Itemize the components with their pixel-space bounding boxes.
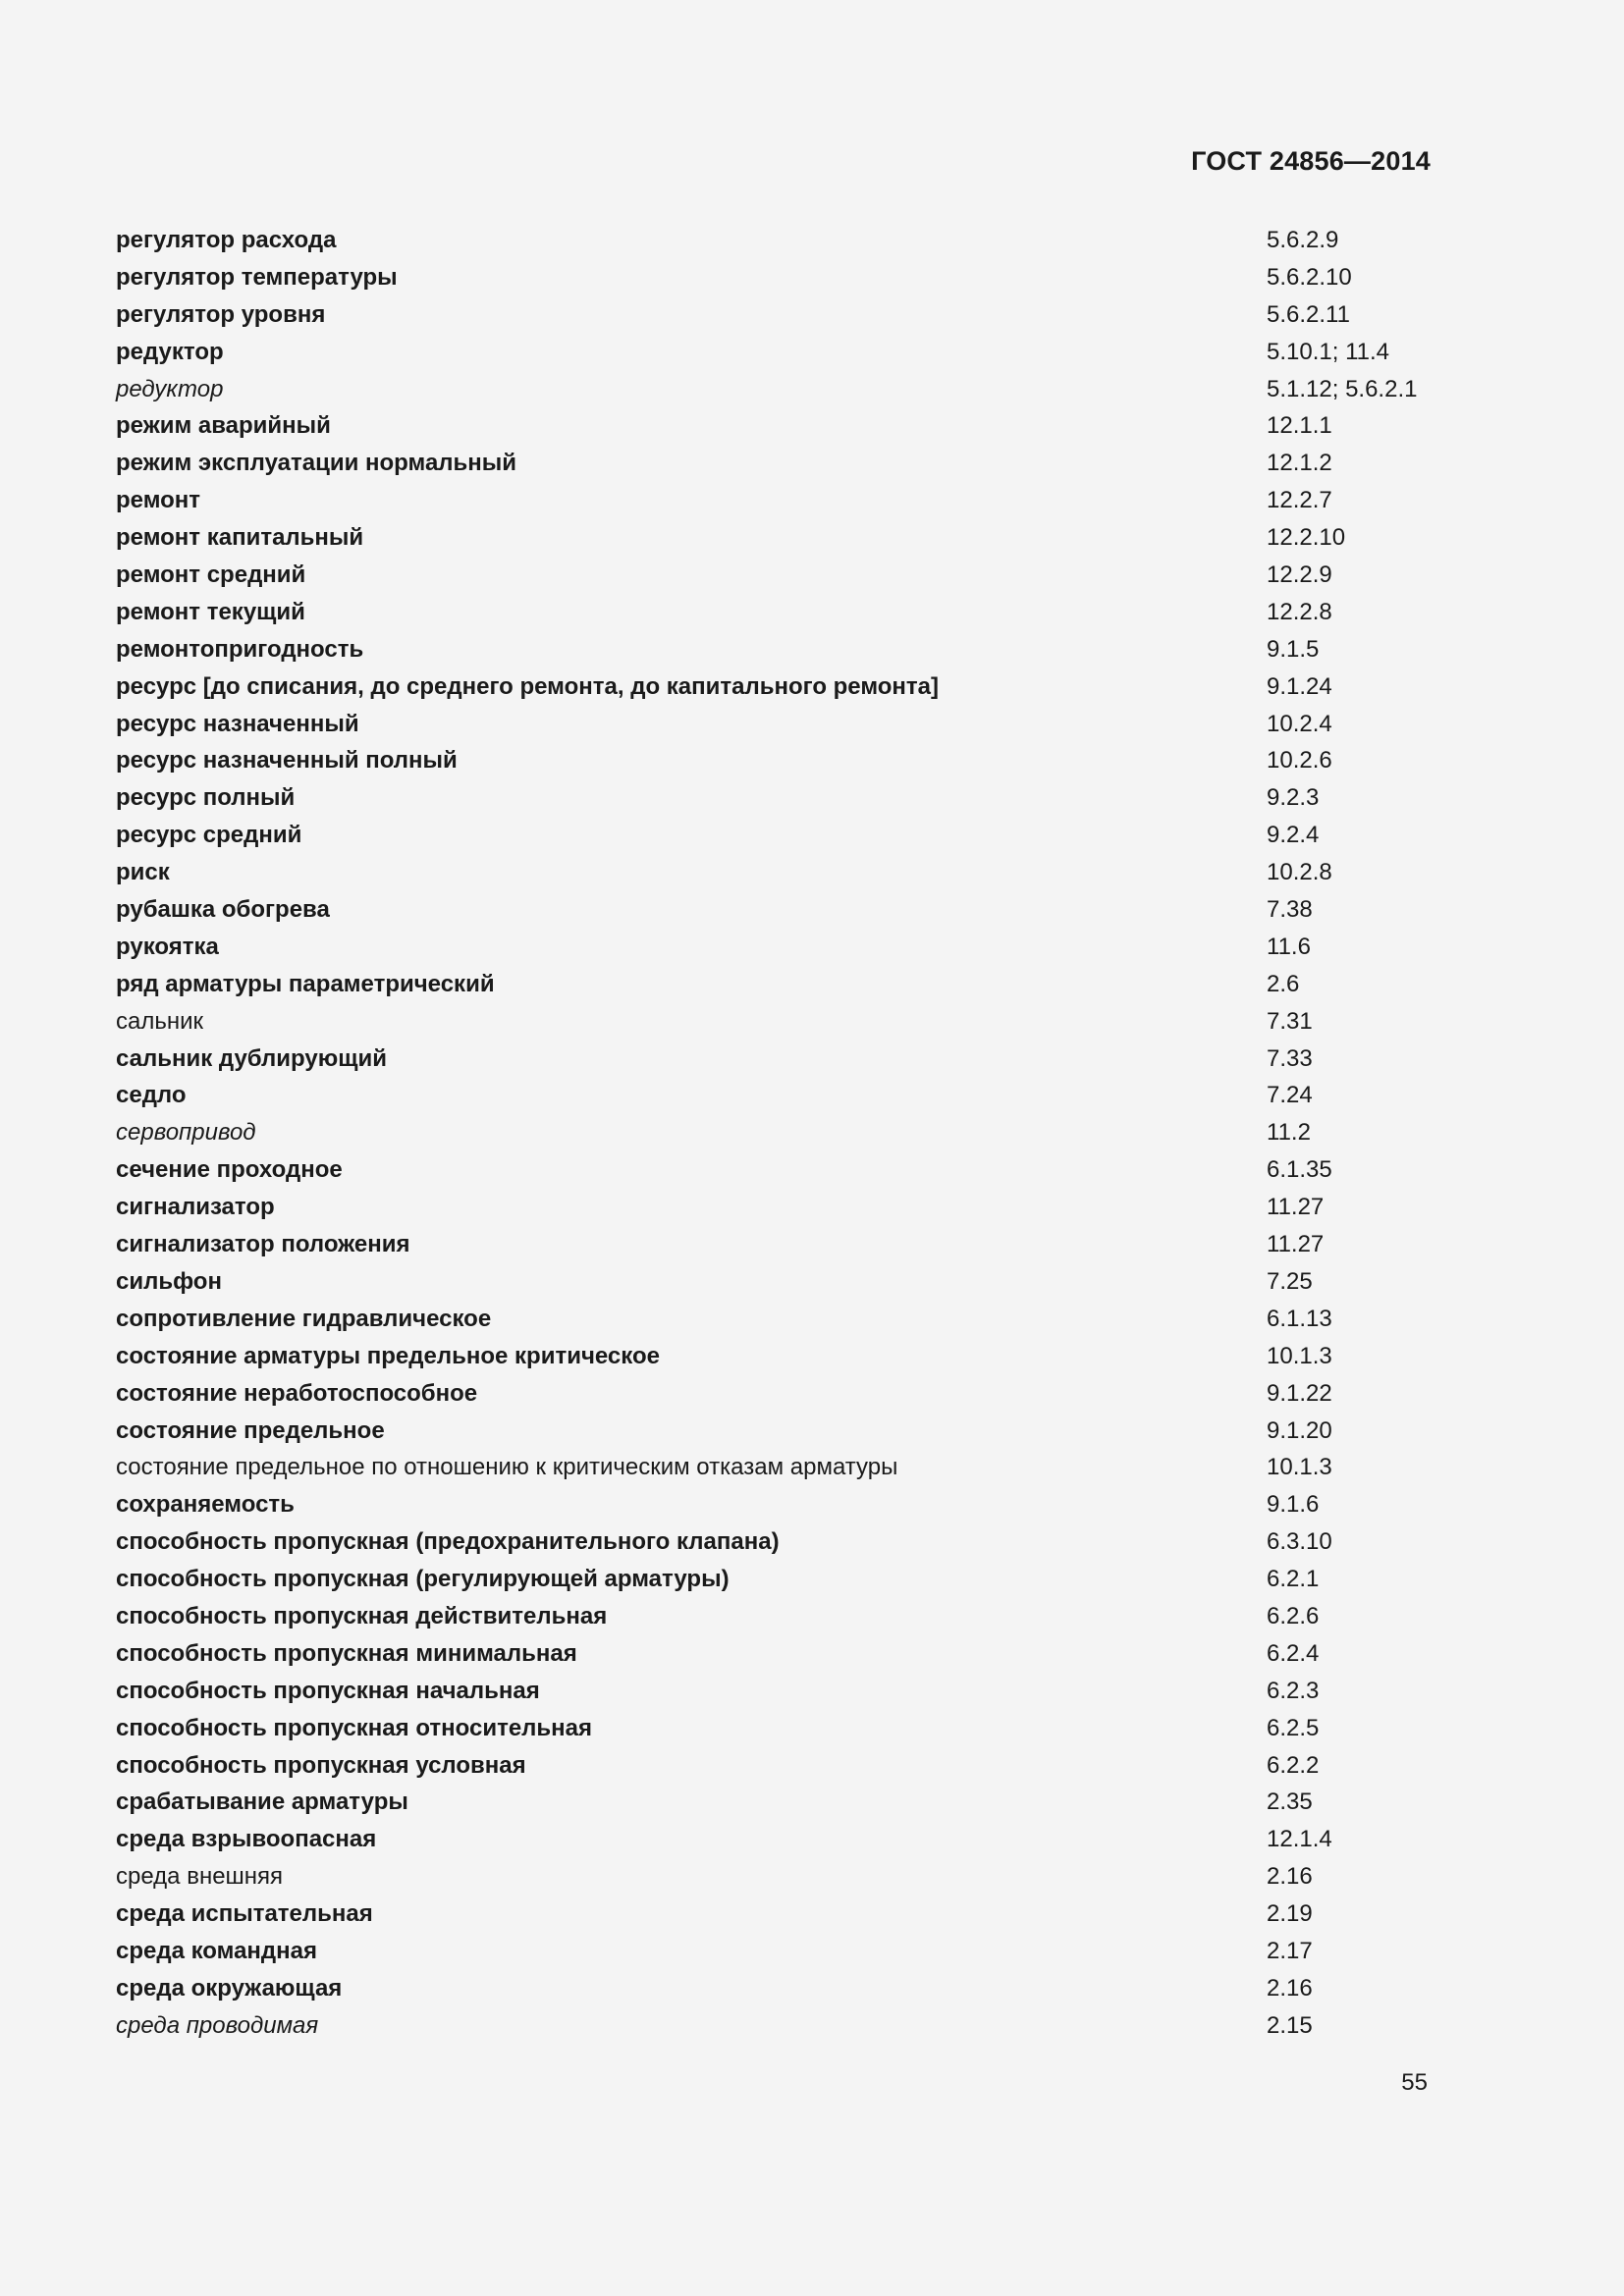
index-reference: 6.1.35 bbox=[1267, 1156, 1332, 1184]
index-term: режим аварийный bbox=[116, 412, 331, 440]
index-term: срабатывание арматуры bbox=[116, 1789, 408, 1816]
index-reference: 2.6 bbox=[1267, 970, 1300, 997]
index-term: редуктор bbox=[116, 375, 224, 402]
index-reference: 7.24 bbox=[1267, 1082, 1313, 1109]
index-reference: 12.2.7 bbox=[1267, 487, 1332, 514]
index-reference: 10.2.4 bbox=[1267, 710, 1332, 737]
index-reference: 5.6.2.9 bbox=[1267, 227, 1339, 253]
index-reference: 9.1.20 bbox=[1267, 1416, 1332, 1444]
index-entry bbox=[116, 1338, 1451, 1375]
index-entry bbox=[116, 1077, 1451, 1114]
index-term: регулятор расхода bbox=[116, 227, 337, 253]
index-entry bbox=[116, 1114, 1451, 1151]
index-entry bbox=[116, 706, 1451, 743]
index-term: сервопривод bbox=[116, 1119, 256, 1147]
index-reference: 11.2 bbox=[1267, 1119, 1311, 1147]
index-term: ресурс полный bbox=[116, 784, 296, 812]
index-reference: 10.2.8 bbox=[1267, 859, 1332, 886]
index-reference: 6.2.2 bbox=[1267, 1751, 1320, 1779]
index-term: ремонт средний bbox=[116, 561, 306, 589]
index-entry bbox=[116, 1486, 1451, 1523]
index-term: среда проводимая bbox=[116, 2011, 319, 2039]
index-entry bbox=[116, 1598, 1451, 1635]
index-reference: 7.31 bbox=[1267, 1007, 1313, 1035]
index-entry bbox=[116, 334, 1451, 371]
index-reference: 12.1.4 bbox=[1267, 1826, 1332, 1853]
index-entry bbox=[116, 742, 1451, 779]
index-reference: 5.6.2.11 bbox=[1267, 300, 1350, 328]
index-term: ресурс назначенный bbox=[116, 710, 359, 737]
index-entry bbox=[116, 966, 1451, 1003]
index-entry bbox=[116, 1189, 1451, 1226]
index-entry bbox=[116, 891, 1451, 929]
index-reference: 9.1.5 bbox=[1267, 635, 1320, 663]
index-reference: 2.17 bbox=[1267, 1937, 1313, 1964]
index-reference: 6.2.5 bbox=[1267, 1714, 1320, 1741]
index-term: режим эксплуатации нормальный bbox=[116, 450, 517, 477]
index-entry bbox=[116, 1858, 1451, 1896]
index-term: ремонт bbox=[116, 487, 201, 514]
index-term: способность пропускная (регулирующей арматуры) bbox=[116, 1566, 730, 1593]
index-reference: 6.2.3 bbox=[1267, 1677, 1320, 1704]
index-term: седло bbox=[116, 1082, 187, 1109]
index-term: ремонт текущий bbox=[116, 598, 305, 625]
index-term: ресурс [до списания, до среднего ремонта, до капитального ремонта] bbox=[116, 672, 940, 700]
index-term: сильфон bbox=[116, 1267, 222, 1295]
index-entry bbox=[116, 557, 1451, 594]
index-term: ремонтопригодность bbox=[116, 635, 364, 663]
index-entry bbox=[116, 1413, 1451, 1450]
index-term: риск bbox=[116, 859, 170, 886]
index-reference: 7.25 bbox=[1267, 1267, 1313, 1295]
index-entry bbox=[116, 779, 1451, 817]
index-entry bbox=[116, 668, 1451, 706]
index-entry bbox=[116, 1673, 1451, 1710]
index-entry bbox=[116, 594, 1451, 631]
index-entry bbox=[116, 1784, 1451, 1821]
index-term: способность пропускная минимальная bbox=[116, 1639, 577, 1667]
index-term: среда взрывоопасная bbox=[116, 1826, 377, 1853]
index-entry bbox=[116, 929, 1451, 966]
index-term: сигнализатор положения bbox=[116, 1231, 410, 1258]
index-entry bbox=[116, 407, 1451, 445]
index-reference: 2.16 bbox=[1267, 1974, 1313, 2002]
index-reference: 11.6 bbox=[1267, 933, 1311, 960]
index-term: способность пропускная относительная bbox=[116, 1714, 593, 1741]
index-entry bbox=[116, 445, 1451, 482]
index-reference: 10.2.6 bbox=[1267, 747, 1332, 774]
index-reference: 2.15 bbox=[1267, 2011, 1313, 2039]
index-entry bbox=[116, 1151, 1451, 1189]
index-term: способность пропускная (предохранительного клапана) bbox=[116, 1528, 780, 1556]
index-entry bbox=[116, 1523, 1451, 1561]
index-entry bbox=[116, 1747, 1451, 1785]
index-term: состояние предельное по отношению к критическим отказам арматуры bbox=[116, 1454, 898, 1481]
index-entry bbox=[116, 1375, 1451, 1413]
index-reference: 7.38 bbox=[1267, 896, 1313, 924]
index-term: регулятор температуры bbox=[116, 263, 398, 291]
index-entry bbox=[116, 296, 1451, 334]
index-entry bbox=[116, 1226, 1451, 1263]
index-entry bbox=[116, 631, 1451, 668]
index-term: регулятор уровня bbox=[116, 300, 326, 328]
index-entry bbox=[116, 1301, 1451, 1338]
page-number: 55 bbox=[1401, 2069, 1428, 2096]
index-term: состояние неработоспособное bbox=[116, 1379, 478, 1407]
index-entry bbox=[116, 1970, 1451, 2007]
index-term: рубашка обогрева bbox=[116, 896, 330, 924]
index-reference: 7.33 bbox=[1267, 1044, 1313, 1072]
index-term: способность пропускная действительная bbox=[116, 1602, 608, 1629]
index-reference: 6.3.10 bbox=[1267, 1528, 1332, 1556]
index-entry bbox=[116, 854, 1451, 891]
index-reference: 10.1.3 bbox=[1267, 1454, 1332, 1481]
index-term: сохраняемость bbox=[116, 1491, 295, 1519]
index-entry bbox=[116, 817, 1451, 854]
index-term: среда командная bbox=[116, 1937, 318, 1964]
index-reference: 6.2.1 bbox=[1267, 1566, 1320, 1593]
index-entry bbox=[116, 1263, 1451, 1301]
index-entry bbox=[116, 482, 1451, 519]
index-reference: 6.2.6 bbox=[1267, 1602, 1320, 1629]
index-term: состояние предельное bbox=[116, 1416, 385, 1444]
index-term: ряд арматуры параметрический bbox=[116, 970, 495, 997]
index-reference: 10.1.3 bbox=[1267, 1342, 1332, 1369]
index-reference: 2.19 bbox=[1267, 1900, 1313, 1928]
index-reference: 2.16 bbox=[1267, 1863, 1313, 1891]
index-reference: 12.1.2 bbox=[1267, 450, 1332, 477]
index-reference: 9.1.6 bbox=[1267, 1491, 1320, 1519]
index-entry bbox=[116, 1003, 1451, 1041]
index-entry bbox=[116, 2007, 1451, 2045]
index-reference: 9.1.24 bbox=[1267, 672, 1332, 700]
index-term: ресурс назначенный полный bbox=[116, 747, 458, 774]
index-term: сопротивление гидравлическое bbox=[116, 1305, 492, 1332]
index-entry bbox=[116, 1041, 1451, 1078]
index-reference: 12.2.9 bbox=[1267, 561, 1332, 589]
document-standard-header: ГОСТ 24856—2014 bbox=[1191, 146, 1431, 176]
index-entry bbox=[116, 259, 1451, 296]
index-reference: 12.1.1 bbox=[1267, 412, 1332, 440]
index-reference: 11.27 bbox=[1267, 1194, 1325, 1221]
term-index-list bbox=[116, 222, 1451, 2045]
index-entry bbox=[116, 371, 1451, 408]
index-term: среда испытательная bbox=[116, 1900, 373, 1928]
index-entry bbox=[116, 1896, 1451, 1933]
index-reference: 12.2.10 bbox=[1267, 524, 1346, 552]
index-entry bbox=[116, 1635, 1451, 1673]
index-term: ремонт капитальный bbox=[116, 524, 364, 552]
index-reference: 6.2.4 bbox=[1267, 1639, 1320, 1667]
index-reference: 9.2.3 bbox=[1267, 784, 1320, 812]
index-entry bbox=[116, 1821, 1451, 1858]
index-entry bbox=[116, 519, 1451, 557]
index-reference: 6.1.13 bbox=[1267, 1305, 1332, 1332]
index-term: состояние арматуры предельное критическое bbox=[116, 1342, 660, 1369]
index-entry bbox=[116, 1561, 1451, 1598]
index-reference: 9.1.22 bbox=[1267, 1379, 1332, 1407]
index-term: редуктор bbox=[116, 338, 224, 365]
index-term: среда окружающая bbox=[116, 1974, 343, 2002]
index-reference: 12.2.8 bbox=[1267, 598, 1332, 625]
index-term: среда внешняя bbox=[116, 1863, 284, 1891]
index-entry bbox=[116, 1710, 1451, 1747]
index-entry bbox=[116, 1449, 1451, 1486]
index-term: рукоятка bbox=[116, 933, 219, 960]
index-reference: 5.10.1; 11.4 bbox=[1267, 338, 1389, 365]
index-reference: 2.35 bbox=[1267, 1789, 1313, 1816]
index-term: сальник bbox=[116, 1007, 204, 1035]
index-term: ресурс средний bbox=[116, 822, 302, 849]
index-term: сальник дублирующий bbox=[116, 1044, 387, 1072]
index-entry bbox=[116, 1933, 1451, 1970]
index-reference: 11.27 bbox=[1267, 1231, 1325, 1258]
index-term: сигнализатор bbox=[116, 1194, 275, 1221]
index-reference: 5.1.12; 5.6.2.1 bbox=[1267, 375, 1418, 402]
index-term: способность пропускная начальная bbox=[116, 1677, 540, 1704]
index-reference: 9.2.4 bbox=[1267, 822, 1320, 849]
index-term: сечение проходное bbox=[116, 1156, 343, 1184]
index-reference: 5.6.2.10 bbox=[1267, 263, 1352, 291]
index-entry bbox=[116, 222, 1451, 259]
index-term: способность пропускная условная bbox=[116, 1751, 526, 1779]
